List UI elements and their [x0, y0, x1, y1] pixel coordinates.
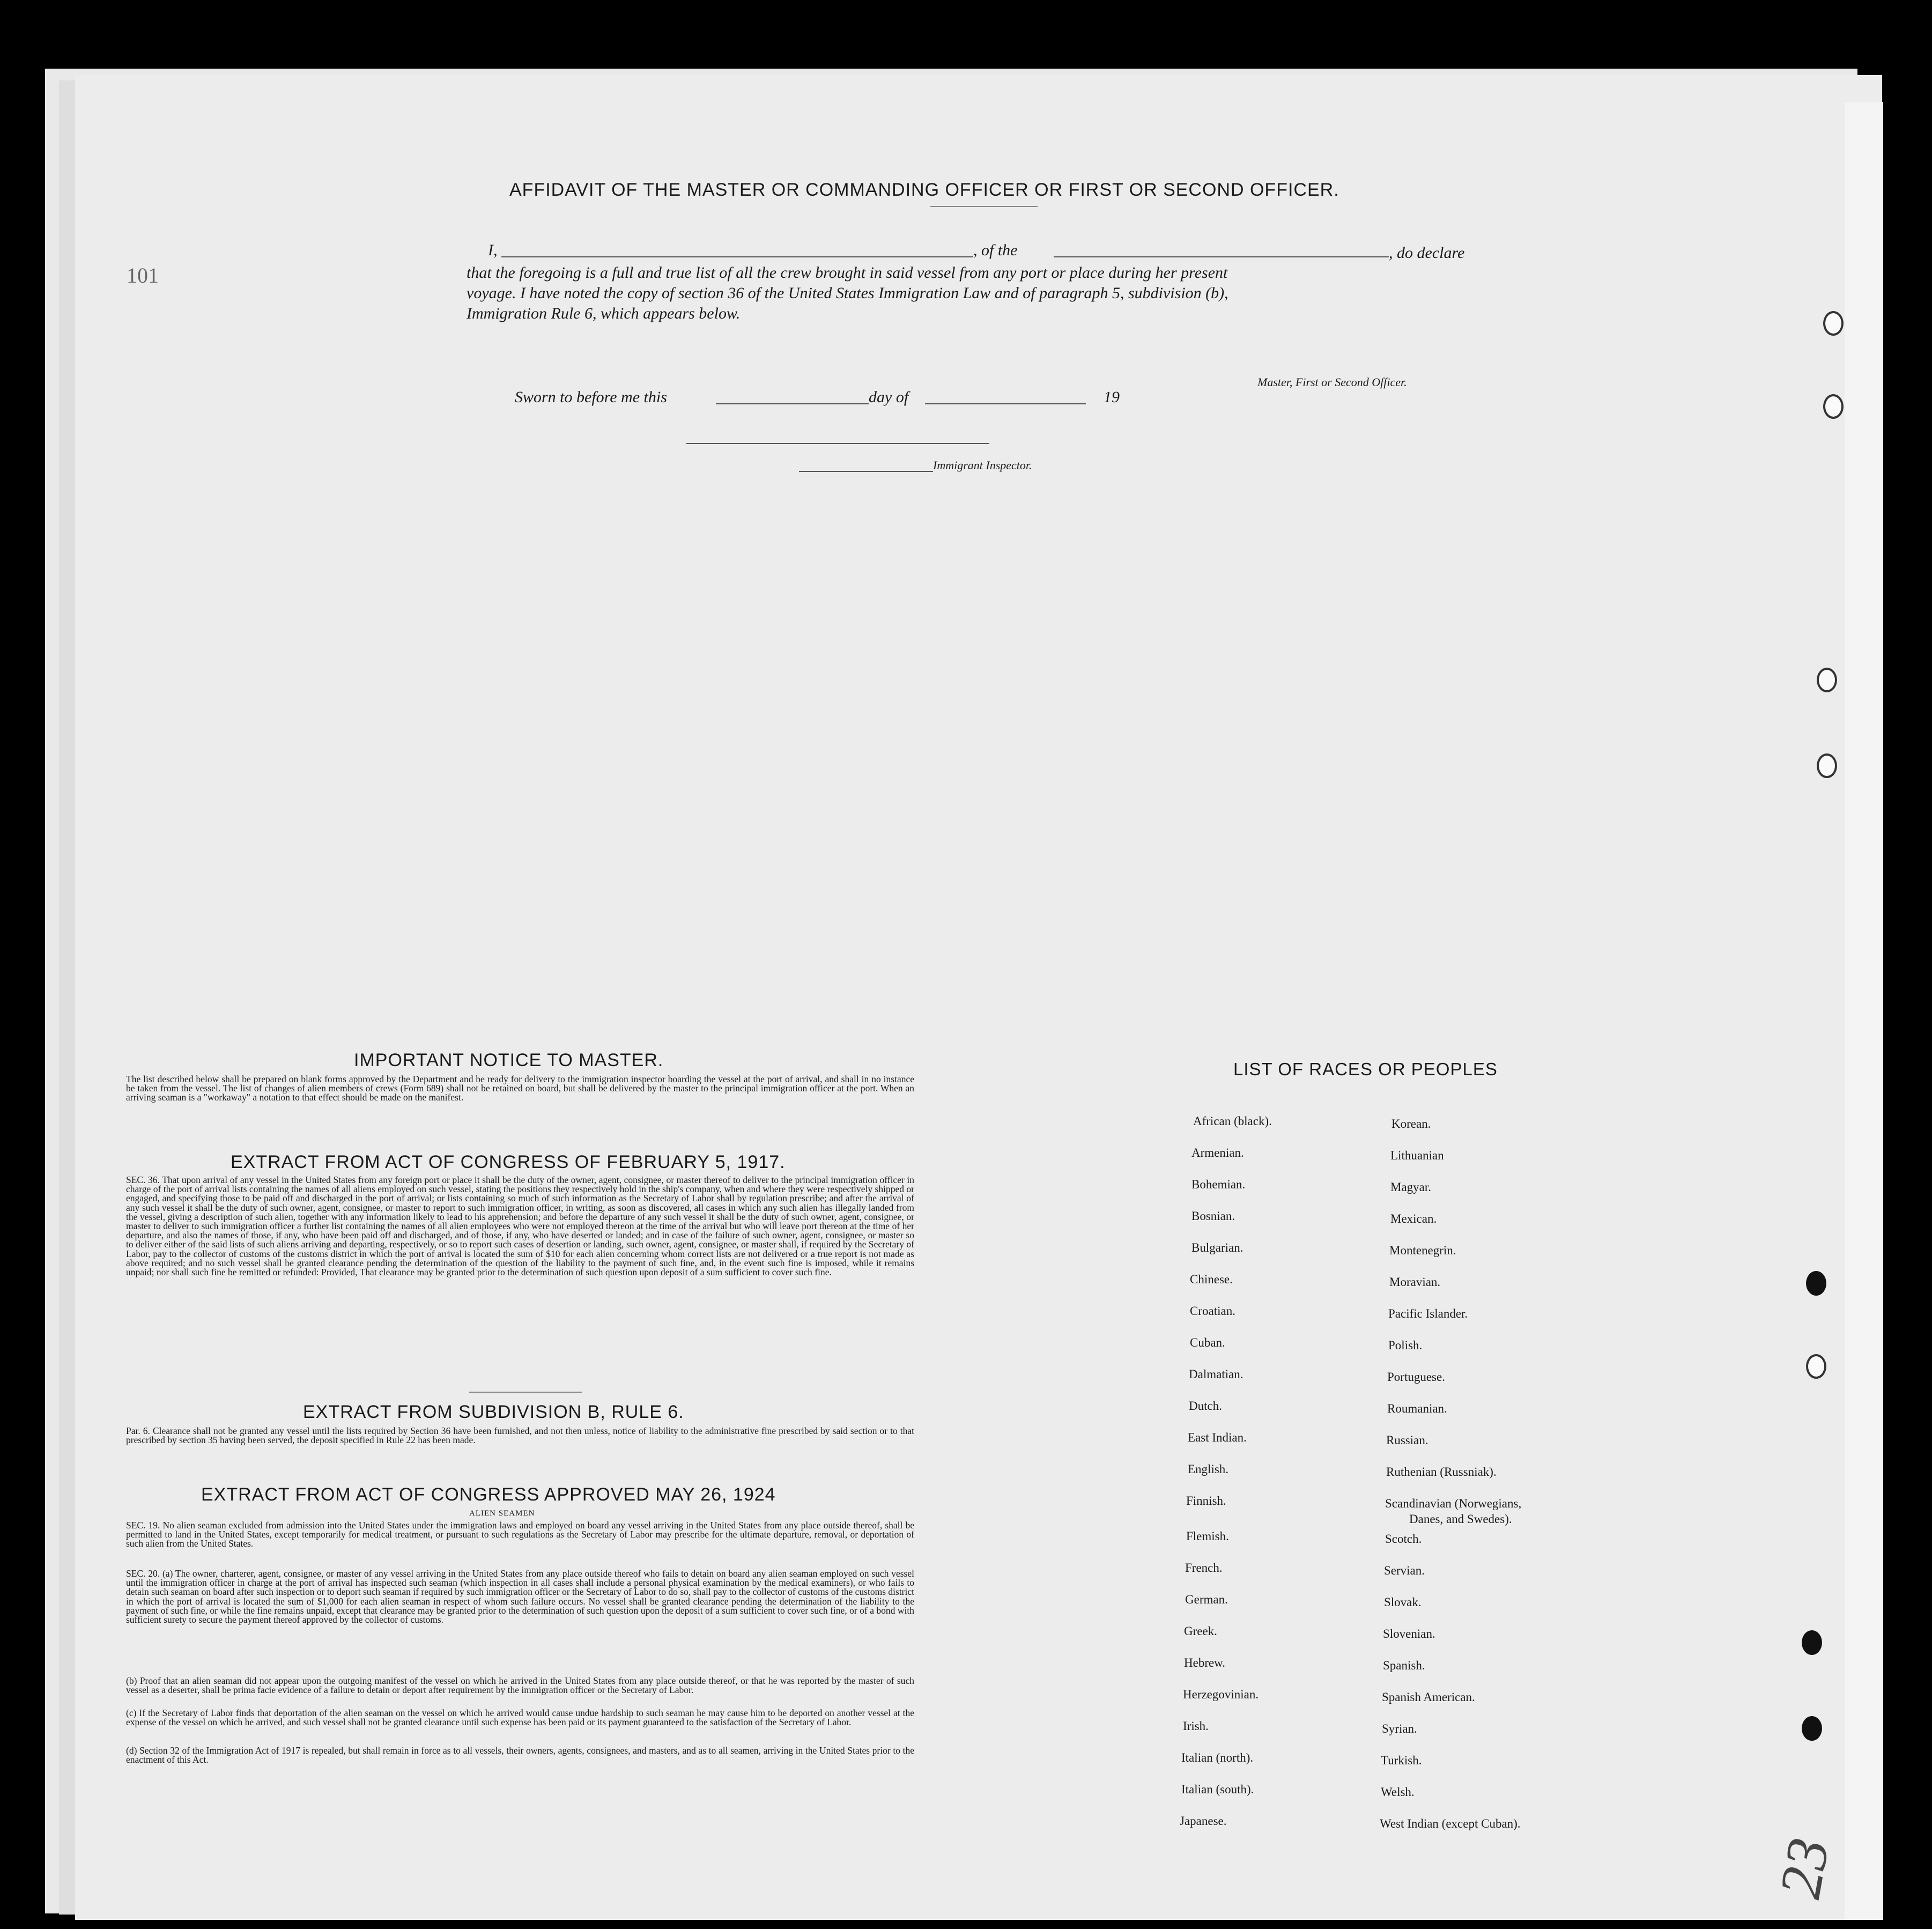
sworn-month-blank — [925, 403, 1086, 404]
affidavit-do-declare: , do declare — [1389, 244, 1465, 262]
extract-1924-sec20d: (d) Section 32 of the Immigration Act of 1917 is repealed, but shall remain in force as to all vessels, their owners, agents, consignees, and masters, and as to all seamen, arriving in the United States prior to the enactment of this Act. — [126, 1745, 914, 1765]
race-left: Greek. — [1184, 1624, 1217, 1638]
race-right: Scotch. — [1385, 1532, 1422, 1546]
punch-hole-icon — [1823, 394, 1844, 419]
race-right: West Indian (except Cuban). — [1380, 1817, 1521, 1830]
extract-1924-subheading: ALIEN SEAMEN — [469, 1509, 535, 1518]
race-right: Spanish American. — [1382, 1690, 1475, 1704]
race-left: Cuban. — [1190, 1336, 1225, 1349]
race-right: Moravian. — [1389, 1275, 1441, 1289]
race-right: Turkish. — [1381, 1754, 1422, 1767]
heading-divider — [930, 206, 1038, 207]
affidavit-line-2: voyage. I have noted the copy of section 36 of the United States Immigration Law and of paragraph 5, subdivision (b), — [467, 284, 1228, 302]
punch-hole-icon — [1817, 753, 1837, 778]
extract-1917-heading: EXTRACT FROM ACT OF CONGRESS OF FEBRUARY 5, 1917. — [231, 1152, 786, 1172]
race-left: Chinese. — [1190, 1273, 1233, 1286]
race-right-continuation: Danes, and Swedes). — [1409, 1512, 1512, 1526]
race-right: Lithuanian — [1390, 1149, 1444, 1162]
notice-text: The list described below shall be prepared on blank forms approved by the Department and be ready for delivery to the immigration inspector boarding the vessel at the port of arrival, and shall in no instance be taken from the vessel. The list of changes of alien members of crews (Form 689) shall not be retained on board, but shall be delivered by the master to the principal immigration officer at the port. When an arriving seaman is a "workaway" a notation to that effect should be made on the manifest. — [126, 1074, 914, 1103]
extract-1924-sec19: SEC. 19. No alien seaman excluded from admission into the United States under the immigration laws and employed on board any vessel arriving in the United States from any place outside thereof, shall be permitted to land in the United States, except temporarily for medical treatment, or pursuant to such regulations as the Secretary of Labor may prescribe for the ultimate departure, removal, or deportation of such alien from the United States. — [126, 1520, 914, 1549]
race-left: English. — [1188, 1462, 1229, 1476]
race-right: Polish. — [1388, 1339, 1423, 1352]
affidavit-of-the: , of the — [973, 241, 1018, 259]
sworn-label: Sworn to before me this — [515, 388, 667, 406]
inspector-signature-line — [686, 443, 989, 444]
race-left: Armenian. — [1191, 1146, 1244, 1159]
race-right: Montenegrin. — [1389, 1244, 1456, 1257]
notice-heading: IMPORTANT NOTICE TO MASTER. — [354, 1050, 664, 1070]
master-signature-caption: Master, First or Second Officer. — [1257, 375, 1407, 389]
race-left: Dalmatian. — [1189, 1368, 1243, 1381]
race-left: Bosnian. — [1191, 1209, 1235, 1223]
section-divider — [469, 1392, 582, 1393]
race-left: Italian (north). — [1181, 1751, 1254, 1764]
extract-1924-sec20c: (c) If the Secretary of Labor finds that deportation of the alien seaman on the vessel on which he arrived would cause undue hardship to such seaman he may cause him to be deported on another vessel at the expense of the vessel on which he arrived, and such vessel shall not be granted clearance until such expense has been paid or its payment guaranteed to the satisfaction of the Secretary of Labor. — [126, 1708, 914, 1728]
affidavit-line-3: Immigration Rule 6, which appears below. — [467, 305, 741, 322]
margin-stamp: 101 — [127, 263, 159, 287]
extract-1924-sec20a: SEC. 20. (a) The owner, charterer, agent, consignee, or master of any vessel arriving in the United States from any place outside thereof who fails to detain on board any alien seaman employed on such vessel until the immigration officer in charge at the port of arrival has inspected such seaman (which inspection in all cases shall include a personal physical examination by the medical examiners), or who fails to detain such seaman on board after such inspection or to deport such seaman if required by such immigration officer or the Secretary of Labor to do so, shall pay to the collector of customs of the customs district in which the port of arrival is located the sum of $1,000 for each alien seaman in respect of whom such failure occurs. No vessel shall be granted clearance pending the determination of the liability to the payment of such fine, or while the fine remains unpaid, except that clearance may be granted prior to the determination of such question upon the deposit of a sum sufficient to cover such fine, or of a bond with sufficient surety to secure the payment thereof approved by the collector of customs. — [126, 1568, 914, 1625]
race-right: Slovenian. — [1383, 1627, 1435, 1640]
extract-1924-heading: EXTRACT FROM ACT OF CONGRESS APPROVED MAY 26, 1924 — [201, 1484, 776, 1505]
page-number: 23 — [1766, 1833, 1842, 1903]
race-left: French. — [1185, 1561, 1223, 1575]
sheet-edge — [1845, 102, 1883, 1920]
vessel-blank — [1054, 256, 1389, 257]
race-right: Russian. — [1386, 1433, 1428, 1447]
race-right: Spanish. — [1383, 1659, 1425, 1672]
document-page — [75, 75, 1882, 1920]
races-heading: LIST OF RACES OR PEOPLES — [1233, 1059, 1498, 1079]
race-left: Japanese. — [1180, 1814, 1227, 1828]
extract-1917-text: SEC. 36. That upon arrival of any vessel in the United States from any foreign port or place it shall be the duty of the owner, agent, consignee, or master thereof to deliver to the principal immigration officer in charge of the port of arrival lists containing the names of all aliens employed on such vessel, stating the positions they respectively hold in the ship's company, when and where they were respectively shipped or engaged, and specifying those to be paid off and discharged in the port of arrival; or lists containing so much of such information as the Secretary of Labor shall by regulation prescribe; and after the arrival of any such vessel it shall be the duty of such owner, agent, consignee, or master to report to such immigration officer, in writing, as soon as discovered, all cases in which any such alien has illegally landed from the vessel, giving a description of such alien, together with any information likely to lead to his apprehension; and before the departure of any such vessel it shall be the duty of such owner, agent, consignee, or master to deliver to such immigration officer a further list containing the names of all alien employees who were not employed thereon at the time of the arrival but who will leave port thereon at the time of her departure, and also the names of those, if any, who have been paid off and discharged, and of those, if any, who have deserted or landed; and in case of the failure of such owner, agent, consignee, or master so to deliver either of the said lists of such aliens arriving and departing, respectively, or so to report such cases of desertion or landing, such owner, agent, consignee, or master shall, if required by the Secretary of Labor, pay to the collector of customs of the customs district in which the port of arrival is located the sum of $10 for each alien concerning whom correct lists are not delivered or a true report is not made as above required; and no such vessel shall be granted clearance pending the determination of the question of the liability to the payment of such fine, and, in the event such fine is imposed, while it remains unpaid; nor shall such fine be remitted or refunded: Provided, That clearance may be granted prior to the determination of such question upon deposit of a sum sufficient to cover such fine. — [126, 1174, 914, 1278]
race-left: Herzegovinian. — [1183, 1688, 1259, 1701]
race-left: Hebrew. — [1184, 1656, 1226, 1669]
punch-hole-icon — [1806, 1354, 1826, 1379]
race-right: Roumanian. — [1387, 1402, 1447, 1415]
race-left: Bulgarian. — [1191, 1241, 1243, 1254]
day-of-label: day of — [869, 388, 909, 406]
race-left: Croatian. — [1190, 1304, 1235, 1318]
race-right: Magyar. — [1390, 1180, 1432, 1194]
race-left: Italian (south). — [1181, 1783, 1254, 1796]
race-right: Pacific Islander. — [1388, 1307, 1468, 1320]
race-right: Servian. — [1384, 1564, 1425, 1577]
race-left: East Indian. — [1188, 1431, 1247, 1444]
affidavit-i-label: I, — [488, 241, 498, 259]
race-right: Syrian. — [1382, 1722, 1417, 1735]
race-left: African (black). — [1193, 1114, 1272, 1128]
inspector-blank — [799, 471, 933, 472]
race-right: Mexican. — [1390, 1212, 1437, 1225]
race-right: Portuguese. — [1387, 1370, 1445, 1384]
name-blank — [501, 256, 973, 257]
sworn-day-blank — [716, 403, 869, 404]
race-left: Flemish. — [1186, 1529, 1229, 1543]
race-right: Welsh. — [1381, 1785, 1415, 1799]
race-left: Bohemian. — [1191, 1178, 1246, 1191]
punch-hole-icon — [1802, 1716, 1822, 1741]
race-left: Dutch. — [1189, 1399, 1222, 1413]
year-label: 19 — [1104, 388, 1120, 406]
race-right: Scandinavian (Norwegians, — [1385, 1497, 1522, 1510]
race-left: Irish. — [1183, 1719, 1209, 1733]
punch-hole-icon — [1817, 668, 1837, 692]
affidavit-line-1: that the foregoing is a full and true list of all the crew brought in said vessel from any port or place during her present — [467, 264, 1228, 282]
inspector-caption: Immigrant Inspector. — [933, 459, 1032, 472]
extract-rule6-text: Par. 6. Clearance shall not be granted any vessel until the lists required by Section 36 have been furnished, and not then unless, notice of liability to the administrative fine prescribed by said section or to that prescribed by section 35 having been served, the deposit specified in Rule 22 has been made. — [126, 1425, 914, 1446]
race-left: German. — [1185, 1593, 1228, 1606]
extract-rule6-heading: EXTRACT FROM SUBDIVISION B, RULE 6. — [303, 1402, 684, 1422]
race-right: Ruthenian (Russniak). — [1386, 1465, 1497, 1479]
punch-hole-icon — [1823, 311, 1844, 336]
race-right: Slovak. — [1384, 1595, 1422, 1609]
race-right: Korean. — [1391, 1117, 1431, 1130]
race-left: Finnish. — [1186, 1494, 1226, 1507]
extract-1924-sec20b: (b) Proof that an alien seaman did not appear upon the outgoing manifest of the vessel on which he arrived in the United States from any place outside thereof, or that he was reported by the master of such vessel as a deserter, shall be prima facie evidence of a failure to detain or deport after requirement by the immigration officer or the Secretary of Labor. — [126, 1675, 914, 1696]
punch-hole-icon — [1806, 1271, 1826, 1296]
punch-hole-icon — [1802, 1630, 1822, 1655]
affidavit-heading: AFFIDAVIT OF THE MASTER OR COMMANDING OFFICER OR FIRST OR SECOND OFFICER. — [509, 180, 1339, 200]
